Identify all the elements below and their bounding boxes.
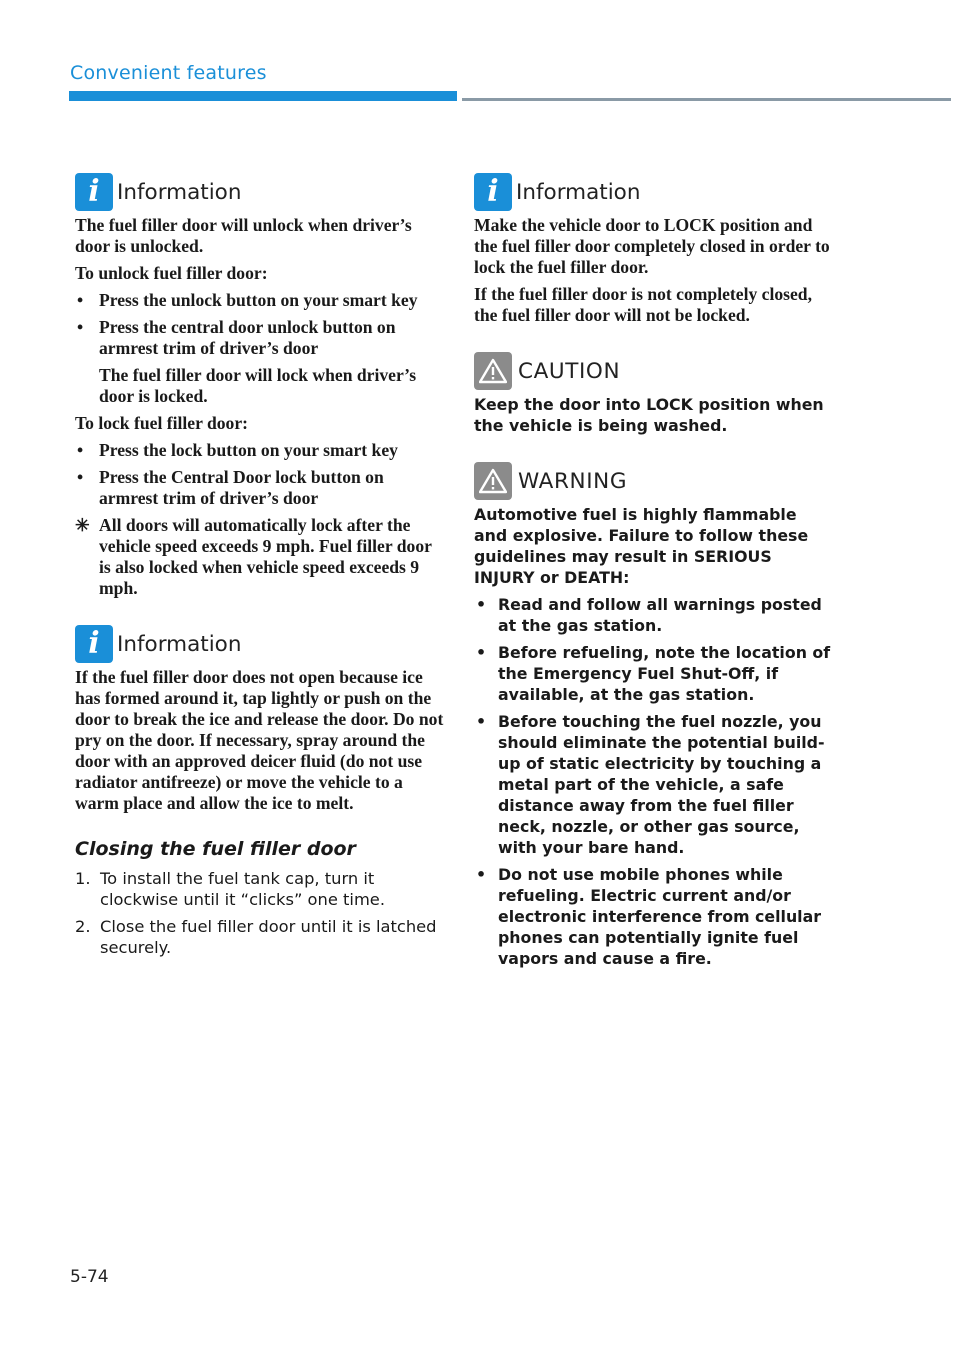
paragraph: To lock fuel filler door:	[75, 413, 248, 433]
numbered-list	[75, 868, 445, 958]
warning-header	[474, 462, 834, 500]
caution-box	[474, 352, 834, 436]
header-rule	[462, 98, 951, 101]
information-header	[474, 173, 834, 211]
list-item: • Press the central door unlock button on armrest trim of driver’s door	[77, 317, 396, 358]
warning-triangle-icon	[474, 462, 512, 500]
list-item: • Read and follow all warnings posted at the gas station.	[476, 595, 822, 635]
list-item: 2. Close the fuel filler door until it is latched securely.	[75, 917, 437, 957]
caution-header	[474, 352, 834, 390]
information-box-lock	[474, 173, 834, 326]
information-header	[75, 173, 445, 211]
list-item: • Before touching the fuel nozzle, you should eliminate the potential build-up of static electricity by touching a metal part of the vehicle, a safe distance away from the fuel filler neck, nozzle, or other gas source, with your bare hand.	[476, 712, 825, 857]
caution-title: CAUTION	[518, 358, 621, 384]
asterisk-icon: ✳	[75, 515, 90, 535]
information-box-ice	[75, 625, 445, 814]
information-title: Information	[516, 179, 641, 205]
list-item: • Press the lock button on your smart key	[77, 440, 398, 460]
list-item: • Do not use mobile phones while refueling. Electric current and/or electronic interference from cellular phones can potentially ignite fuel vapors and cause a fire.	[476, 865, 822, 968]
note-item: ✳ All doors will automatically lock after the vehicle speed exceeds 9 mph. Fuel filler door is also locked when vehicle speed exceeds 9 mph.	[75, 515, 432, 598]
left-column	[75, 173, 445, 958]
paragraph: If the fuel filler door does not open because ice has formed around it, tap lightly or push on the door to break the ice and release the door. Do not pry on the door. If necessary, spray around the door with an approved deicer fluid (do not use radiator antifreeze) or move the vehicle to a warm place and allow the ice to melt.	[75, 667, 444, 813]
paragraph: To unlock fuel filler door:	[75, 263, 268, 283]
section-title: Convenient features	[70, 62, 267, 84]
section-heading: Closing the fuel filler door	[75, 838, 356, 860]
information-icon: i	[75, 625, 113, 663]
information-header	[75, 625, 445, 663]
paragraph: The fuel filler door will unlock when driver’s door is unlocked.	[75, 215, 412, 256]
list-item-note: The fuel filler door will lock when driver’s door is locked.	[99, 365, 417, 406]
list-item: • Before refueling, note the location of the Emergency Fuel Shut-Off, if available, at the gas station.	[476, 643, 831, 704]
information-box-unlock	[75, 173, 445, 599]
information-icon: i	[474, 173, 512, 211]
paragraph: Keep the door into LOCK position when the vehicle is being washed.	[474, 395, 824, 435]
header-accent-bar	[69, 91, 457, 101]
information-title: Information	[117, 631, 242, 657]
information-title: Information	[117, 179, 242, 205]
page-number: 5-74	[70, 1267, 109, 1287]
list-item: • Press the Central Door lock button on armrest trim of driver’s door	[77, 467, 384, 508]
list-item: • Press the unlock button on your smart key	[77, 290, 418, 310]
paragraph: Make the vehicle door to LOCK position and the fuel filler door completely closed in order to lock the fuel filler door.	[474, 215, 830, 277]
paragraph: If the fuel filler door is not completely closed, the fuel filler door will not be locked.	[474, 284, 812, 325]
information-icon: i	[75, 173, 113, 211]
list-item: 1. To install the fuel tank cap, turn it clockwise until it “clicks” one time.	[75, 869, 385, 909]
paragraph: Automotive fuel is highly flammable and explosive. Failure to follow these guidelines may result in SERIOUS INJURY or DEATH:	[474, 505, 809, 587]
warning-triangle-icon	[474, 352, 512, 390]
right-column	[474, 173, 834, 969]
warning-title: WARNING	[518, 468, 628, 494]
warning-box	[474, 462, 834, 969]
